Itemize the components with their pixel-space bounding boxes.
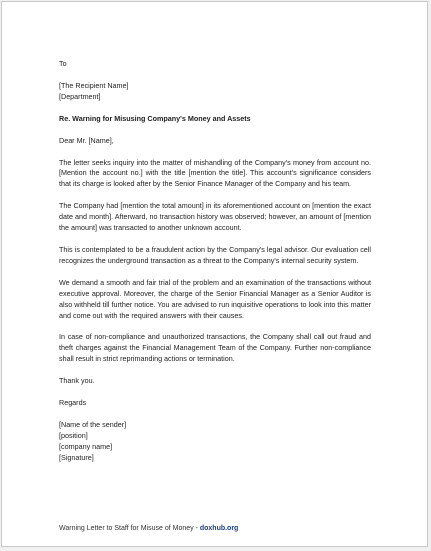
sender-block <box>59 420 371 464</box>
thanks-line: Thank you. <box>59 376 95 386</box>
page-footer <box>59 524 379 535</box>
to-block <box>59 59 371 70</box>
body-paragraph-4: We demand a smooth and fair trial of the problem and an examination of the transactions without executive approval. Moreover, the charge of the Senior Financial Manager as a Senior Auditor is also withheld till further notice. You are advised to run inquisitive operations to look into this matter and come out with the required answers with their causes. <box>59 277 371 320</box>
body-paragraph-2: The Company had [mention the total amount] in its aforementioned account on [mention the exact date and month]. Afterward, no transaction history was observed; however, an amount of [mention the amount] was transacted to another unknown account. <box>59 201 371 233</box>
sender-signature: [Signature] <box>59 452 94 462</box>
subject-line: Re. Warning for Misusing Company's Money and Assets <box>59 113 251 123</box>
sender-company: [company name] <box>59 441 113 451</box>
footer-caption: Warning Letter to Staff for Misuse of Money - <box>59 525 200 532</box>
recipient-department: [Department] <box>59 91 101 101</box>
body-paragraph-1: The letter seeks inquiry into the matter of mishandling of the Company's money from account no. [Mention the account no.] with the title [mention the title]. This account's significance considers that its charge is looked after by the Senior Finance Manager of the Company and his team. <box>59 157 371 189</box>
letter-page <box>1 1 428 547</box>
recipient-block <box>59 81 371 103</box>
closing-line: Regards <box>59 398 87 408</box>
salutation: Dear Mr. [Name], <box>59 135 114 145</box>
sender-name: [Name of the sender] <box>59 419 127 429</box>
body-paragraph-5: In case of non-compliance and unauthorized transactions, the Company shall call out fraud and theft charges against the Financial Management Team of the Company. Further non-compliance shall result in strict reprimanding actions or termination. <box>59 332 371 364</box>
sender-position: [position] <box>59 430 88 440</box>
footer-brand-link[interactable]: doxhub.org <box>199 525 239 532</box>
body-paragraph-3: This is contemplated to be a fraudulent action by the Company's legal advisor. Our evaluation cell recognizes the underground transaction as a threat to the Company's internal security system. <box>59 244 371 265</box>
letter-body <box>59 59 371 475</box>
to-label: To <box>59 59 67 68</box>
recipient-name: [The Recipient Name] <box>59 80 129 90</box>
